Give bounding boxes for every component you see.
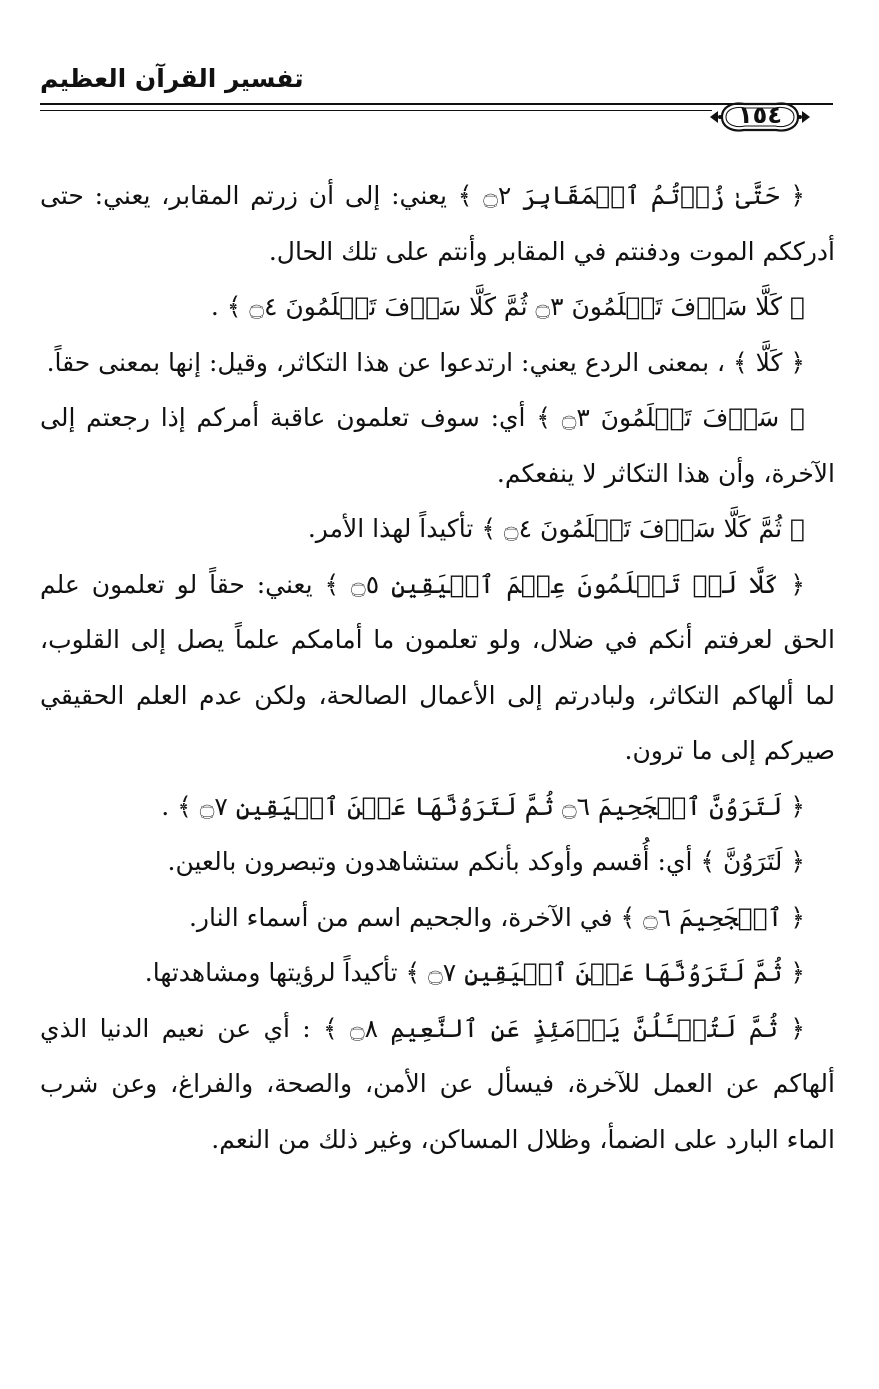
header-rule-thin <box>40 110 712 111</box>
paragraph: ﴿ سَوۡفَ تَعۡلَمُونَ ۝٣ ﴾ أي: سوف تعلمون عاقبة أمركم إذا رجعتم إلى الآخرة، وأن هذا التكاثر لا ينفعكم. <box>40 403 835 488</box>
paragraph: ﴿ ٱلۡجَحِيمَ ۝٦ ﴾ في الآخرة، والجحيم اسم من أسماء النار. <box>188 902 805 932</box>
paragraph: ﴿ ثُمَّ لَتَرَوُنَّهَا عَيۡنَ ٱلۡيَقِينِ ۝٧ ﴾ تأكيداً لرؤيتها ومشاهدتها. <box>144 958 805 987</box>
page-number: ١٥٤ <box>738 101 782 129</box>
paragraph: ﴿ حَتَّىٰ زُرۡتُمُ ٱلۡمَقَابِرَ ۝٢ ﴾ يعني: إلى أن زرتم المقابر، يعني: حتى أدرككم الموت ودفنتم في المقابر وأنتم على تلك الحال. <box>40 181 835 266</box>
page-number-ornament <box>708 98 812 136</box>
paragraph: ﴿ كَلَّا ﴾ ، بمعنى الردع يعني: ارتدعوا عن هذا التكاثر، وقيل: إنها بمعنى حقاً. <box>46 347 805 377</box>
paragraph: ﴿ لَتَرَوُنَّ ٱلۡجَحِيمَ ۝٦ ثُمَّ لَتَرَوُنَّهَا عَيۡنَ ٱلۡيَقِينِ ۝٧ ﴾ . <box>161 791 805 821</box>
paragraph: ﴿ ثُمَّ لَتُسۡـَٔلُنَّ يَوۡمَئِذٍ عَنِ ٱلنَّعِيمِ ۝٨ ﴾ : أي عن نعيم الدنيا الذي ألهاكم عن العمل للآخرة، فيسأل عن الأمن، والصحة، والفراغ، وعن شرب الماء البارد على الضمأ، وظلال المساكن، وغير ذلك من النعم. <box>40 1013 835 1154</box>
paragraph: ﴿ كَلَّا لَوۡ تَعۡلَمُونَ عِلۡمَ ٱلۡيَقِينِ ۝٥ ﴾ يعني: حقاً لو تعلمون علم الحق لعرفتم أنكم في ضلال، ولو تعلمون ما أمامكم علماً يصل إلى القلوب، لما ألهاكم التكاثر، ولبادرتم إلى الأعمال الصالحة، ولكن عدم العلم الحقيقي صيركم إلى ما ترون. <box>40 569 835 765</box>
running-title: تفسير القرآن العظيم <box>40 64 304 93</box>
paragraph: ﴿ ثُمَّ كَلَّا سَوۡفَ تَعۡلَمُونَ ۝٤ ﴾ تأكيداً لهذا الأمر. <box>307 514 805 543</box>
paragraph: ﴿ لَتَرَوُنَّ ﴾ أي: أُقسم وأوكد بأنكم ستشاهدون وتبصرون بالعين. <box>167 847 805 876</box>
commentary-text <box>40 168 835 1167</box>
paragraph: ﴿ كَلَّا سَوۡفَ تَعۡلَمُونَ ۝٣ ثُمَّ كَلَّا سَوۡفَ تَعۡلَمُونَ ۝٤ ﴾ . <box>210 292 805 321</box>
